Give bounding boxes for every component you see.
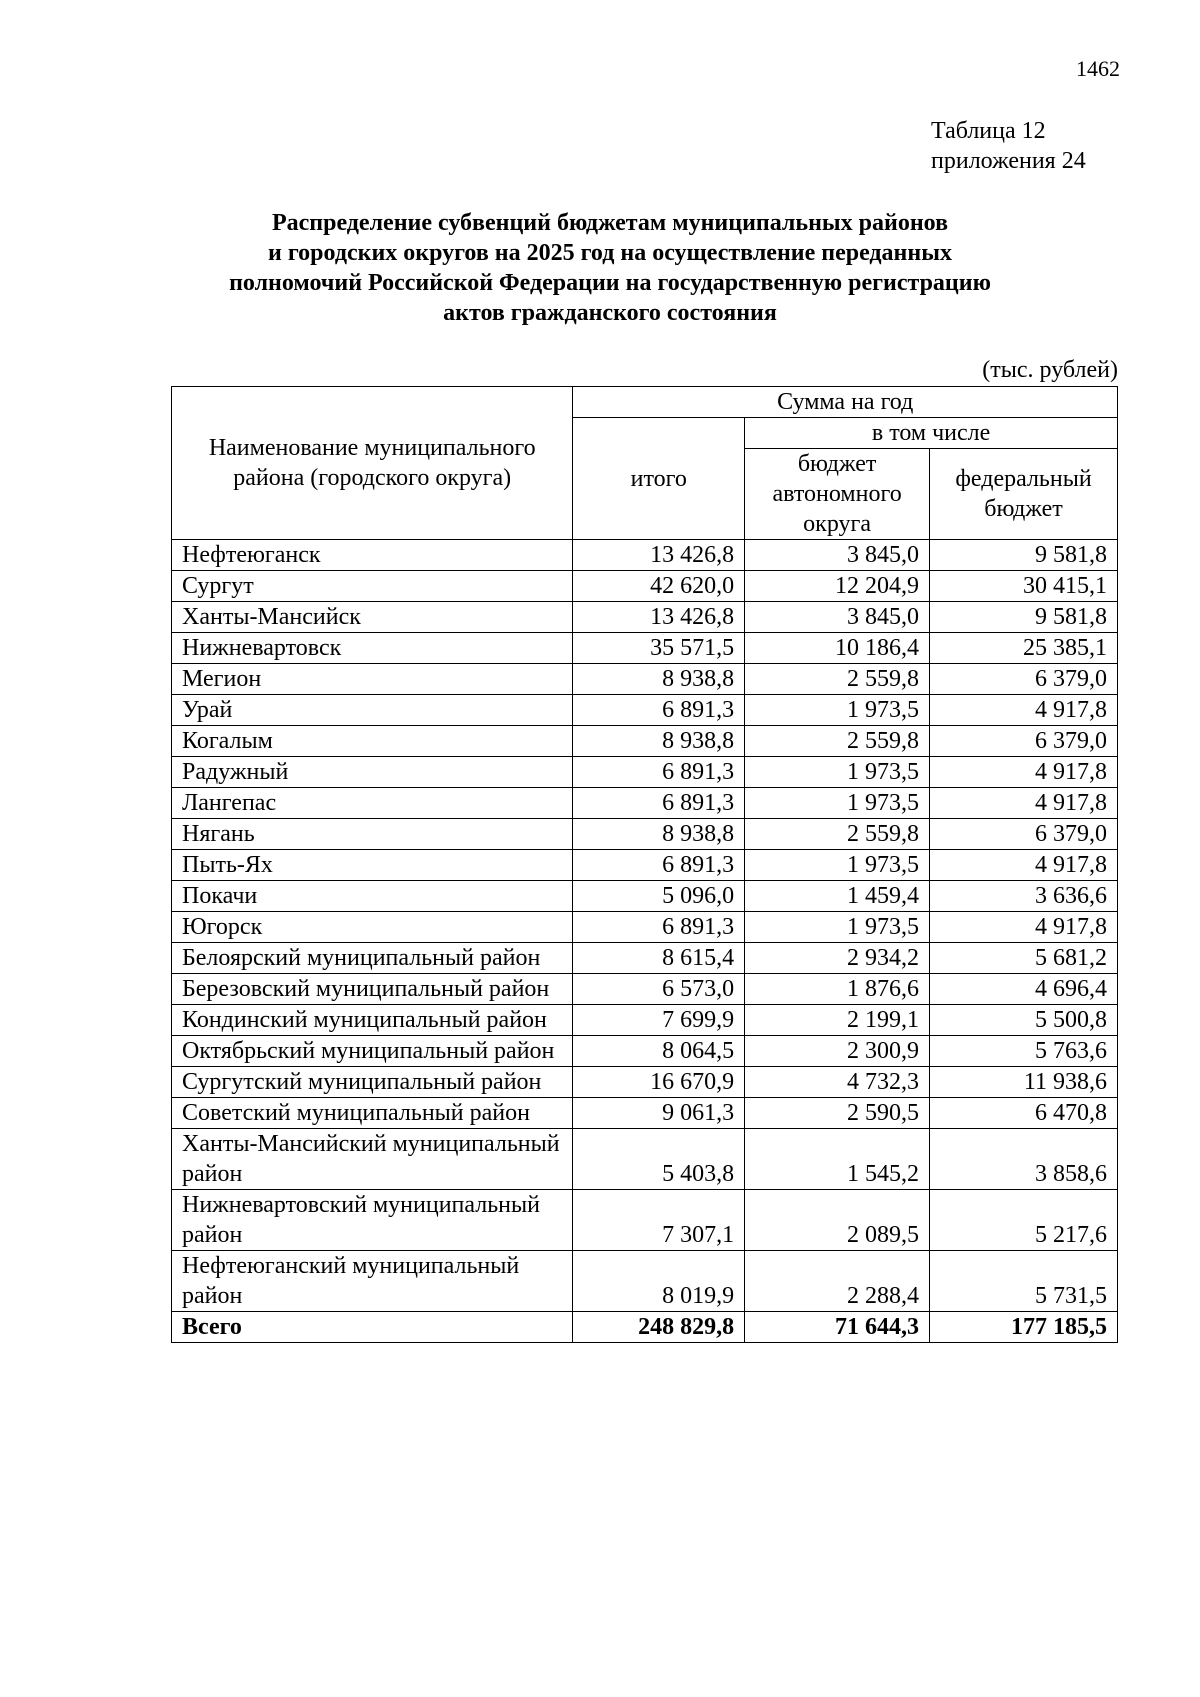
cell-federal: 6 379,0 [930, 726, 1118, 757]
cell-region: 2 559,8 [745, 819, 930, 850]
cell-federal: 5 731,5 [930, 1251, 1118, 1312]
table-row [172, 912, 1118, 943]
cell-total: 7 307,1 [573, 1190, 745, 1251]
cell-region: 2 288,4 [745, 1251, 930, 1312]
cell-region: 2 559,8 [745, 726, 930, 757]
cell-total: 5 403,8 [573, 1129, 745, 1190]
cell-region: 4 732,3 [745, 1067, 930, 1098]
cell-name: Урай [172, 695, 573, 726]
cell-federal: 4 917,8 [930, 757, 1118, 788]
cell-region: 1 973,5 [745, 788, 930, 819]
cell-name: Когалым [172, 726, 573, 757]
cell-name: Березовский муниципальный район [172, 974, 573, 1005]
title-line: и городских округов на 2025 год на осуществление переданных [268, 240, 952, 266]
cell-total: 8 064,5 [573, 1036, 745, 1067]
table-row [172, 1036, 1118, 1067]
cell-federal: 30 415,1 [930, 571, 1118, 602]
table-row [172, 943, 1118, 974]
table-row [172, 1005, 1118, 1036]
table-row [172, 571, 1118, 602]
cell-region: 2 559,8 [745, 664, 930, 695]
cell-region: 1 973,5 [745, 850, 930, 881]
cell-total: 6 891,3 [573, 850, 745, 881]
table-row [172, 1190, 1118, 1251]
cell-name: Октябрьский муниципальный район [172, 1036, 573, 1067]
units-label: (тыс. рублей) [982, 357, 1118, 383]
table-row [172, 881, 1118, 912]
cell-total: 6 891,3 [573, 695, 745, 726]
cell-name: Радужный [172, 757, 573, 788]
header-federal-budget: федеральный бюджет [930, 449, 1118, 540]
table-reference-line: Таблица 12 [931, 118, 1046, 144]
cell-federal: 4 917,8 [930, 695, 1118, 726]
cell-federal: 4 696,4 [930, 974, 1118, 1005]
cell-total: 8 938,8 [573, 726, 745, 757]
table-row [172, 850, 1118, 881]
cell-name: Всего [172, 1312, 573, 1343]
cell-region: 1 876,6 [745, 974, 930, 1005]
table-row [172, 819, 1118, 850]
table-row [172, 726, 1118, 757]
cell-federal: 6 470,8 [930, 1098, 1118, 1129]
cell-total: 5 096,0 [573, 881, 745, 912]
cell-name: Пыть-Ях [172, 850, 573, 881]
subvention-table [171, 386, 1118, 1343]
cell-total: 8 938,8 [573, 819, 745, 850]
cell-federal: 3 636,6 [930, 881, 1118, 912]
table-row [172, 540, 1118, 571]
document-title [160, 208, 1060, 328]
cell-total: 16 670,9 [573, 1067, 745, 1098]
cell-name: Сургутский муниципальный район [172, 1067, 573, 1098]
cell-name: Нижневартовский муниципальный район [172, 1190, 573, 1251]
cell-region: 1 973,5 [745, 912, 930, 943]
cell-region: 2 590,5 [745, 1098, 930, 1129]
cell-total: 6 891,3 [573, 788, 745, 819]
table-row [172, 974, 1118, 1005]
cell-name: Лангепас [172, 788, 573, 819]
cell-total: 6 573,0 [573, 974, 745, 1005]
cell-region: 71 644,3 [745, 1312, 930, 1343]
cell-region: 3 845,0 [745, 602, 930, 633]
cell-federal: 9 581,8 [930, 602, 1118, 633]
cell-total: 13 426,8 [573, 540, 745, 571]
cell-total: 8 615,4 [573, 943, 745, 974]
table-row [172, 1251, 1118, 1312]
header-total: итого [573, 418, 745, 540]
cell-total: 6 891,3 [573, 912, 745, 943]
cell-federal: 4 917,8 [930, 912, 1118, 943]
cell-federal: 4 917,8 [930, 850, 1118, 881]
table-row [172, 633, 1118, 664]
table-row [172, 1098, 1118, 1129]
cell-name: Советский муниципальный район [172, 1098, 573, 1129]
cell-total: 8 938,8 [573, 664, 745, 695]
table-row [172, 757, 1118, 788]
title-line: полномочий Российской Федерации на государственную регистрацию [229, 270, 991, 296]
cell-federal: 6 379,0 [930, 664, 1118, 695]
table-row [172, 695, 1118, 726]
cell-total: 42 620,0 [573, 571, 745, 602]
table-reference [931, 116, 1086, 176]
table-body [172, 540, 1118, 1343]
cell-region: 1 973,5 [745, 695, 930, 726]
cell-name: Сургут [172, 571, 573, 602]
cell-name: Югорск [172, 912, 573, 943]
cell-total: 8 019,9 [573, 1251, 745, 1312]
cell-total: 6 891,3 [573, 757, 745, 788]
cell-region: 1 459,4 [745, 881, 930, 912]
title-line: актов гражданского состояния [443, 300, 777, 326]
table-row [172, 602, 1118, 633]
cell-name: Покачи [172, 881, 573, 912]
cell-federal: 177 185,5 [930, 1312, 1118, 1343]
cell-region: 12 204,9 [745, 571, 930, 602]
cell-total: 13 426,8 [573, 602, 745, 633]
cell-name: Ханты-Мансийский муниципальный район [172, 1129, 573, 1190]
cell-federal: 5 500,8 [930, 1005, 1118, 1036]
cell-total: 7 699,9 [573, 1005, 745, 1036]
header-including: в том числе [745, 418, 1118, 449]
header-name: Наименование муниципального района (городского округа) [172, 387, 573, 540]
header-region-budget: бюджет автономного округа [745, 449, 930, 540]
cell-name: Белоярский муниципальный район [172, 943, 573, 974]
cell-federal: 9 581,8 [930, 540, 1118, 571]
table-row [172, 664, 1118, 695]
header-sum-per-year: Сумма на год [573, 387, 1118, 418]
cell-federal: 5 681,2 [930, 943, 1118, 974]
cell-federal: 3 858,6 [930, 1129, 1118, 1190]
table-total-row [172, 1312, 1118, 1343]
cell-region: 2 300,9 [745, 1036, 930, 1067]
cell-federal: 5 763,6 [930, 1036, 1118, 1067]
cell-name: Нижневартовск [172, 633, 573, 664]
cell-name: Ханты-Мансийск [172, 602, 573, 633]
table-row [172, 788, 1118, 819]
cell-name: Нефтеюганск [172, 540, 573, 571]
cell-region: 1 545,2 [745, 1129, 930, 1190]
cell-region: 2 934,2 [745, 943, 930, 974]
page-number: 1462 [1076, 56, 1120, 81]
table-row [172, 1067, 1118, 1098]
cell-federal: 6 379,0 [930, 819, 1118, 850]
cell-region: 10 186,4 [745, 633, 930, 664]
cell-total: 35 571,5 [573, 633, 745, 664]
cell-federal: 5 217,6 [930, 1190, 1118, 1251]
cell-total: 248 829,8 [573, 1312, 745, 1343]
table-row [172, 1129, 1118, 1190]
cell-total: 9 061,3 [573, 1098, 745, 1129]
cell-region: 2 089,5 [745, 1190, 930, 1251]
cell-region: 2 199,1 [745, 1005, 930, 1036]
cell-federal: 25 385,1 [930, 633, 1118, 664]
cell-federal: 4 917,8 [930, 788, 1118, 819]
table-reference-line: приложения 24 [931, 148, 1086, 174]
cell-federal: 11 938,6 [930, 1067, 1118, 1098]
cell-region: 3 845,0 [745, 540, 930, 571]
cell-region: 1 973,5 [745, 757, 930, 788]
title-line: Распределение субвенций бюджетам муниципальных районов [271, 210, 949, 236]
cell-name: Нефтеюганский муниципальный район [172, 1251, 573, 1312]
cell-name: Мегион [172, 664, 573, 695]
cell-name: Нягань [172, 819, 573, 850]
cell-name: Кондинский муниципальный район [172, 1005, 573, 1036]
